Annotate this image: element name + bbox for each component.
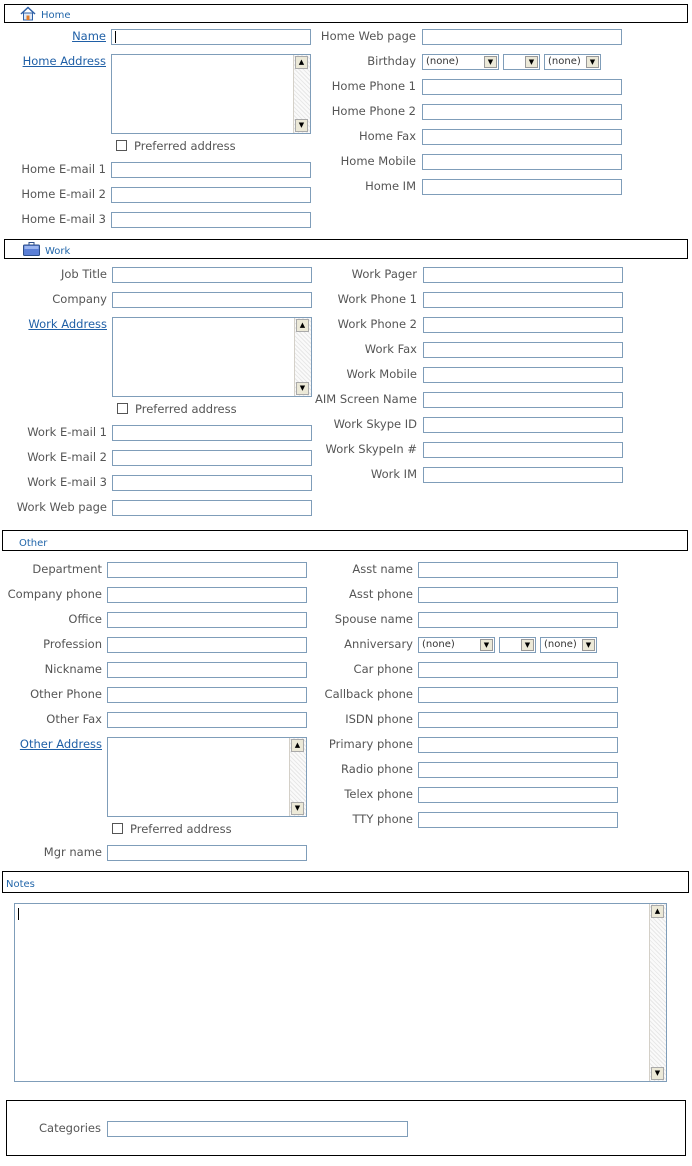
company-label: Company [52,292,107,306]
asst-name-label: Asst name [352,562,413,576]
scrollbar[interactable] [293,55,310,133]
work-skype-label: Work Skype ID [333,417,417,431]
primary-phone-input[interactable] [418,737,618,753]
scrollbar[interactable] [649,904,666,1081]
home-email1-input[interactable] [111,162,311,178]
isdn-phone-input[interactable] [418,712,618,728]
job-title-label: Job Title [60,267,107,281]
mgr-name-input[interactable] [107,845,307,861]
callback-phone-input[interactable] [418,687,618,703]
company-input[interactable] [112,292,312,308]
work-email2-label: Work E-mail 2 [27,450,107,464]
anniversary-label: Anniversary [344,637,413,651]
anniversary-year-select[interactable] [540,637,597,653]
work-phone2-input[interactable] [423,317,623,333]
other-phone-label: Other Phone [30,687,102,701]
other-fax-input[interactable] [107,712,307,728]
scrollbar[interactable] [289,738,306,816]
nickname-label: Nickname [44,662,102,676]
nickname-input[interactable] [107,662,307,678]
name-input[interactable] [111,29,311,45]
radio-phone-label: Radio phone [341,762,413,776]
work-fax-label: Work Fax [364,342,417,356]
other-phone-input[interactable] [107,687,307,703]
home-section-title: Home [41,10,71,21]
work-skypein-input[interactable] [423,442,623,458]
work-pager-input[interactable] [423,267,623,283]
tty-phone-label: TTY phone [352,812,413,826]
work-email2-input[interactable] [112,450,312,466]
scroll-up-icon[interactable]: ▲ [651,905,664,918]
categories-box [6,1100,686,1156]
categories-label: Categories [39,1121,101,1135]
home-phone2-input[interactable] [422,104,622,120]
home-preferred-checkbox[interactable] [116,140,127,151]
other-address-link[interactable]: Other Address [19,737,102,751]
categories-input[interactable] [107,1121,408,1137]
birthday-year-select[interactable] [544,54,601,70]
home-mobile-input[interactable] [422,154,622,170]
scroll-down-icon[interactable]: ▼ [291,802,304,815]
work-preferred-checkbox[interactable] [117,403,128,414]
asst-name-input[interactable] [418,562,618,578]
scroll-down-icon[interactable]: ▼ [295,119,308,132]
text-cursor [18,908,19,920]
notes-textarea[interactable] [14,903,667,1082]
callback-phone-label: Callback phone [324,687,413,701]
other-fax-label: Other Fax [46,712,102,726]
department-input[interactable] [107,562,307,578]
department-label: Department [32,562,102,576]
work-email1-label: Work E-mail 1 [27,425,107,439]
home-mobile-label: Home Mobile [340,154,416,168]
birthday-month-value: (none) [426,56,459,67]
notes-section-title: Notes [6,879,35,890]
home-fax-label: Home Fax [358,129,416,143]
car-phone-label: Car phone [353,662,413,676]
telex-phone-input[interactable] [418,787,618,803]
work-im-label: Work IM [370,467,417,481]
home-phone2-label: Home Phone 2 [331,104,416,118]
other-section-header [2,530,688,551]
work-skype-input[interactable] [423,417,623,433]
spouse-name-label: Spouse name [334,612,413,626]
tty-phone-input[interactable] [418,812,618,828]
scroll-down-icon[interactable]: ▼ [651,1067,664,1080]
isdn-phone-label: ISDN phone [345,712,413,726]
notes-section-header [2,871,689,893]
job-title-input[interactable] [112,267,312,283]
scroll-up-icon[interactable]: ▲ [291,739,304,752]
home-email2-input[interactable] [111,187,311,203]
home-email3-label: Home E-mail 3 [21,212,106,226]
profession-input[interactable] [107,637,307,653]
work-phone2-label: Work Phone 2 [337,317,417,331]
home-fax-input[interactable] [422,129,622,145]
asst-phone-label: Asst phone [348,587,413,601]
work-email1-input[interactable] [112,425,312,441]
home-preferred-label: Preferred address [134,139,236,153]
dropdown-arrow-icon[interactable]: ▼ [484,56,497,68]
work-web-input[interactable] [112,500,312,516]
work-phone1-label: Work Phone 1 [337,292,417,306]
anniversary-year-value: (none) [544,639,577,650]
car-phone-input[interactable] [418,662,618,678]
scroll-up-icon[interactable]: ▲ [296,319,309,332]
profession-label: Profession [43,637,102,651]
mgr-name-label: Mgr name [43,845,102,859]
work-email3-input[interactable] [112,475,312,491]
work-im-input[interactable] [423,467,623,483]
other-preferred-label: Preferred address [130,822,232,836]
work-phone1-input[interactable] [423,292,623,308]
other-address-textarea[interactable] [107,737,307,817]
company-phone-input[interactable] [107,587,307,603]
work-fax-input[interactable] [423,342,623,358]
scrollbar[interactable] [294,318,311,396]
home-web-input[interactable] [422,29,622,45]
home-section-header [4,4,688,23]
spouse-name-input[interactable] [418,612,618,628]
home-icon [20,6,36,21]
telex-phone-label: Telex phone [344,787,413,801]
anniversary-month-value: (none) [422,639,455,650]
work-email3-label: Work E-mail 3 [27,475,107,489]
office-label: Office [68,612,102,626]
birthday-label: Birthday [367,54,416,68]
home-email2-label: Home E-mail 2 [21,187,106,201]
home-im-input[interactable] [422,179,622,195]
dropdown-arrow-icon[interactable]: ▼ [586,56,599,68]
work-section-header [4,239,688,259]
text-cursor [115,31,116,43]
home-phone1-input[interactable] [422,79,622,95]
aim-label: AIM Screen Name [315,392,417,406]
work-section-title: Work [45,246,71,257]
other-section-title: Other [19,538,48,549]
primary-phone-label: Primary phone [328,737,413,751]
home-email3-input[interactable] [111,212,311,228]
birthday-day-select[interactable] [503,54,540,70]
work-mobile-label: Work Mobile [346,367,417,381]
work-address-textarea[interactable] [112,317,312,397]
scroll-up-icon[interactable]: ▲ [295,56,308,69]
home-phone1-label: Home Phone 1 [331,79,416,93]
other-preferred-checkbox[interactable] [112,823,123,834]
work-address-link[interactable]: Work Address [28,317,107,331]
work-mobile-input[interactable] [423,367,623,383]
company-phone-label: Company phone [7,587,102,601]
office-input[interactable] [107,612,307,628]
home-address-textarea[interactable] [111,54,311,134]
home-im-label: Home IM [365,179,416,193]
aim-input[interactable] [423,392,623,408]
asst-phone-input[interactable] [418,587,618,603]
home-web-label: Home Web page [320,29,416,43]
scroll-down-icon[interactable]: ▼ [296,382,309,395]
birthday-year-value: (none) [548,56,581,67]
home-email1-label: Home E-mail 1 [21,162,106,176]
anniversary-month-select[interactable] [418,637,495,653]
work-web-label: Work Web page [16,500,107,514]
dropdown-arrow-icon[interactable]: ▼ [480,639,493,651]
dropdown-arrow-icon[interactable]: ▼ [521,639,534,651]
dropdown-arrow-icon[interactable]: ▼ [582,639,595,651]
birthday-month-select[interactable] [422,54,499,70]
home-address-link[interactable]: Home Address [22,54,106,68]
work-preferred-label: Preferred address [135,402,237,416]
name-link[interactable]: Name [72,29,106,43]
briefcase-icon [23,242,40,256]
anniversary-day-select[interactable] [499,637,536,653]
work-pager-label: Work Pager [351,267,417,281]
dropdown-arrow-icon[interactable]: ▼ [525,56,538,68]
work-skypein-label: Work SkypeIn # [325,442,417,456]
radio-phone-input[interactable] [418,762,618,778]
